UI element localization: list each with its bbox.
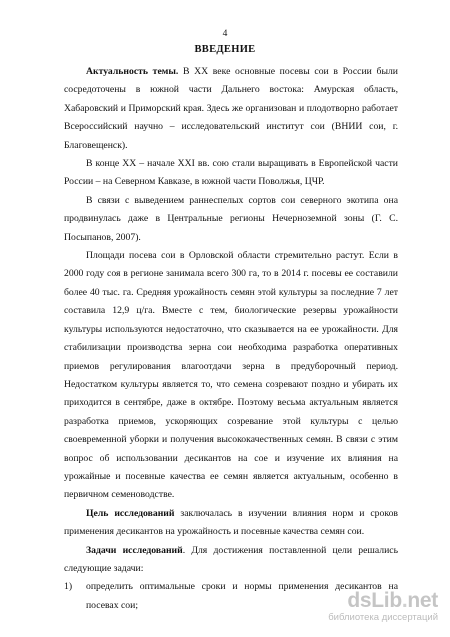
paragraph-label: Задачи исследований: [86, 544, 183, 556]
watermark-brand-net: net: [407, 589, 438, 612]
watermark-caption: библиотека диссертаций: [328, 612, 438, 623]
paragraph-goal: [64, 505, 398, 542]
paragraph-text: заключалась в изучении влияния норм и сроков применения десикантов на урожайность и посевные качества семян сои.: [64, 507, 399, 538]
paragraph-tasks: [64, 542, 398, 579]
paragraph-text: . Для достижения поставленной цели решались следующие задачи:: [64, 544, 398, 574]
section-heading: ВВЕДЕНИЕ: [194, 44, 256, 55]
watermark-brand-dot: .: [401, 589, 408, 612]
list-item-number: 1): [64, 581, 73, 593]
paragraph-northern-ecotype: В связи с выведением раннеспелых сортов сои северного экотипа она продвинулась даже в Центральные регионы Нечерноземной зоны (Г. С. Посыпанов, 2007).: [64, 194, 398, 243]
paragraph-label: Актуальность темы.: [86, 66, 179, 77]
paragraph-european-part: В конце XX – начале XXI вв. сою стали выращивать в Европейской части России – на Северном Кавказе, в южной части Поволжья, ЦЧР.: [64, 158, 398, 188]
paragraph-label: Цель исследований: [86, 507, 175, 519]
paragraph-orel-region: Площади посева сои в Орловской области стремительно растут. Если в 2000 году соя в регионе занимала всего 300 га, то в 2014 г. посевы ее составили более 40 тыс. га. Средняя урожайность семян этой культуры за последние 7 лет составила 12,9 ц/га. Вместе с тем, биологические резервы урожайности культуры используются недостаточно, что сказывается на ее урожайности. Для стабилизации производства зерна сои необходима разработка оперативных приемов регулирования влагоотдачи зерна в предуборочный период. Недостатком культуры является то, что семена созревают поздно и убирать их приходится в сентябре, даже в октябре. Поэтому весьма актуальным является разработка приемов, ускоряющих созревание этой культуры с целью своевременной уборки и получения высококачественных семян. В связи с этим вопрос об использовании десикантов на сое и изучение их влияния на урожайные и посевные качества ее семян является актуальным, особенно в первичном семеноводстве.: [64, 250, 398, 501]
watermark-brand-ds: dsLib: [347, 589, 402, 612]
paragraph-text: В XX веке основные посевы сои в России были сосредоточены в южной части Дальнего востока: Амурская область, Хабаровский и Приморский края. Здесь же организован и плодотворно работает Всероссийский научно – исследовательский институт сои (ВНИИ сои, г. Благовещенск).: [64, 66, 398, 151]
list-item-text: определить оптимальные сроки и нормы применения десикантов на посевах сои;: [86, 581, 398, 611]
paragraph-relevance: [64, 63, 398, 155]
watermark-logo: [328, 590, 438, 623]
document-body: [64, 63, 398, 615]
watermark-brand: [328, 590, 438, 612]
page-number: 4: [222, 29, 228, 39]
